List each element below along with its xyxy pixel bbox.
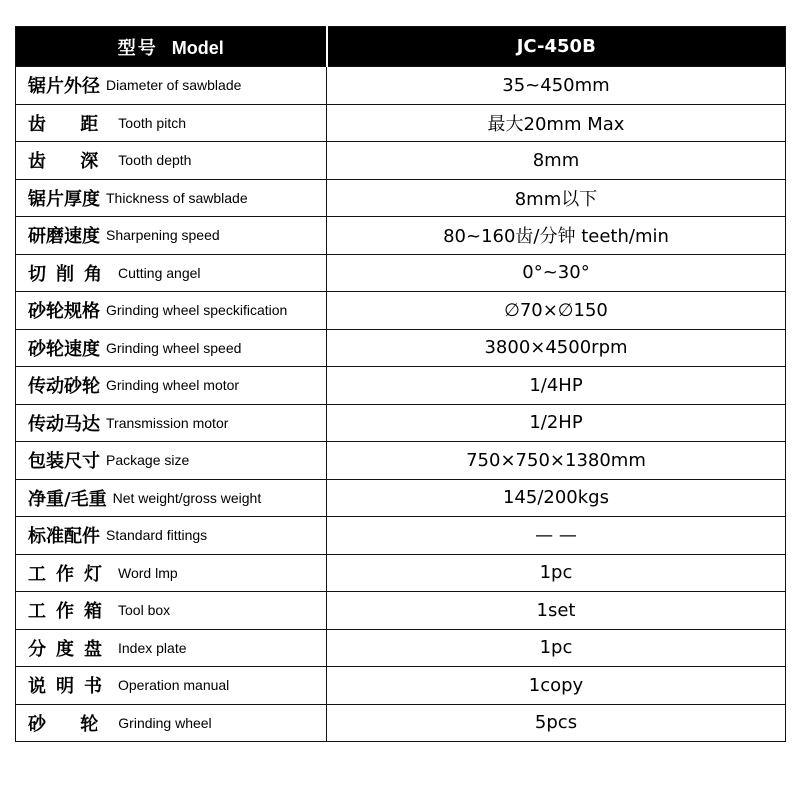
row-value-cell: 1pc bbox=[327, 629, 786, 667]
row-label-cn: 锯片厚度 bbox=[28, 188, 100, 210]
row-label-cell bbox=[16, 554, 327, 592]
row-value-cell: — — bbox=[327, 517, 786, 555]
row-label-cn: 砂轮速度 bbox=[28, 338, 100, 360]
table-row bbox=[16, 292, 786, 330]
table-row bbox=[16, 667, 786, 705]
row-label-cn: 说明书 bbox=[28, 676, 112, 698]
row-label-cell bbox=[16, 292, 327, 330]
row-label-cn: 研磨速度 bbox=[28, 226, 100, 248]
row-label-en: Grinding wheel motor bbox=[106, 377, 240, 394]
row-label-cn: 包装尺寸 bbox=[28, 451, 100, 473]
row-label-en: Diameter of sawblade bbox=[106, 77, 242, 94]
table-row bbox=[16, 704, 786, 742]
row-label-cell bbox=[16, 704, 327, 742]
row-value-cell: 3800×4500rpm bbox=[327, 329, 786, 367]
row-label-cn: 切削角 bbox=[28, 263, 112, 285]
header-label-cell bbox=[16, 27, 327, 67]
row-label-en: Word lmp bbox=[118, 564, 178, 581]
table-row bbox=[16, 442, 786, 480]
row-label-cell bbox=[16, 442, 327, 480]
row-value-cell: 0°~30° bbox=[327, 254, 786, 292]
row-label-cell bbox=[16, 667, 327, 705]
table-row bbox=[16, 142, 786, 180]
row-label-en: Package size bbox=[106, 452, 190, 469]
row-label-cn: 传动砂轮 bbox=[28, 376, 100, 398]
row-label-cn: 净重/毛重 bbox=[28, 488, 107, 510]
table-row bbox=[16, 67, 786, 105]
row-value-cell: 145/200kgs bbox=[327, 479, 786, 517]
row-label-en: Tooth depth bbox=[118, 152, 192, 169]
table-row bbox=[16, 592, 786, 630]
row-value-cell: 35~450mm bbox=[327, 67, 786, 105]
row-label-cell bbox=[16, 179, 327, 217]
row-value-cell: 1copy bbox=[327, 667, 786, 705]
row-value-cell: ∅70×∅150 bbox=[327, 292, 786, 330]
row-label-cell bbox=[16, 629, 327, 667]
row-value-cell: 1/4HP bbox=[327, 367, 786, 405]
table-row bbox=[16, 254, 786, 292]
row-value-cell: 1/2HP bbox=[327, 404, 786, 442]
table-row bbox=[16, 479, 786, 517]
row-value-cell: 8mm bbox=[327, 142, 786, 180]
row-value-cell: 1pc bbox=[327, 554, 786, 592]
row-label-en: Index plate bbox=[118, 639, 187, 656]
table-row bbox=[16, 404, 786, 442]
table-row bbox=[16, 367, 786, 405]
row-label-en: Cutting angel bbox=[118, 264, 201, 281]
table-row bbox=[16, 217, 786, 255]
row-label-cell bbox=[16, 254, 327, 292]
row-label-en: Grinding wheel bbox=[118, 714, 212, 731]
row-label-cn: 齿 深 bbox=[28, 151, 113, 173]
row-label-cn: 标准配件 bbox=[28, 526, 100, 548]
table-header-row bbox=[16, 27, 786, 67]
row-label-en: Standard fittings bbox=[106, 527, 208, 544]
row-label-en: Thickness of sawblade bbox=[106, 189, 248, 206]
row-label-en: Operation manual bbox=[118, 677, 230, 694]
row-label-cell bbox=[16, 104, 327, 142]
header-label-cn: 型号 bbox=[117, 37, 158, 59]
header-value-cell: JC-450B bbox=[327, 27, 786, 67]
row-label-cn: 传动马达 bbox=[28, 413, 100, 435]
row-label-cn: 砂轮规格 bbox=[28, 301, 100, 323]
row-label-en: Tool box bbox=[118, 602, 171, 619]
row-label-cell bbox=[16, 404, 327, 442]
row-value-cell: 8mm以下 bbox=[327, 179, 786, 217]
table-row bbox=[16, 629, 786, 667]
row-label-cn: 齿 距 bbox=[28, 113, 113, 135]
row-label-cn: 工作箱 bbox=[28, 601, 112, 623]
row-label-cell bbox=[16, 367, 327, 405]
row-label-cn: 工作灯 bbox=[28, 563, 112, 585]
row-label-cell bbox=[16, 592, 327, 630]
table-row bbox=[16, 104, 786, 142]
row-value-cell: 80~160齿/分钟 teeth/min bbox=[327, 217, 786, 255]
table-row bbox=[16, 517, 786, 555]
row-label-cn: 锯片外径 bbox=[28, 76, 100, 98]
spec-table bbox=[15, 26, 786, 742]
row-value-cell: 最大20mm Max bbox=[327, 104, 786, 142]
row-label-cell bbox=[16, 142, 327, 180]
row-label-en: Grinding wheel speed bbox=[106, 339, 242, 356]
row-value-cell: 1set bbox=[327, 592, 786, 630]
row-label-cell bbox=[16, 67, 327, 105]
row-label-cn: 分度盘 bbox=[28, 638, 112, 660]
table-row bbox=[16, 554, 786, 592]
header-label-en: Model bbox=[171, 37, 224, 58]
row-label-en: Net weight/gross weight bbox=[112, 489, 262, 506]
row-label-cell bbox=[16, 329, 327, 367]
row-label-cell bbox=[16, 479, 327, 517]
row-value-cell: 750×750×1380mm bbox=[327, 442, 786, 480]
row-value-cell: 5pcs bbox=[327, 704, 786, 742]
row-label-cn: 砂 轮 bbox=[28, 713, 113, 735]
row-label-cell bbox=[16, 217, 327, 255]
table-row bbox=[16, 179, 786, 217]
row-label-en: Sharpening speed bbox=[106, 227, 220, 244]
row-label-cell bbox=[16, 517, 327, 555]
row-label-en: Tooth pitch bbox=[118, 114, 186, 131]
table-row bbox=[16, 329, 786, 367]
row-label-en: Grinding wheel speckification bbox=[106, 302, 288, 319]
row-label-en: Transmission motor bbox=[106, 414, 229, 431]
